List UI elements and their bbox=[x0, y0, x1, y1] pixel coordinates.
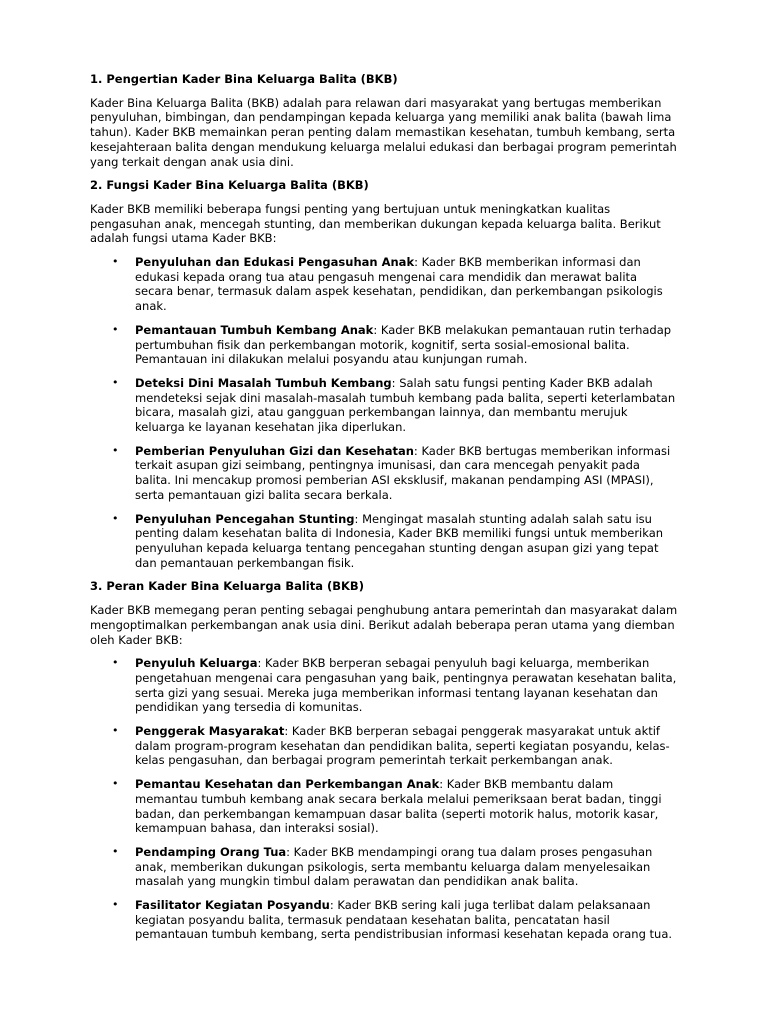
item-text: : Kader BKB berperan sebagai penggerak masyarakat untuk aktif dalam program-program kesehatan dan pendidikan balita, seperti kegiatan posyandu, kelas-kelas pengasuhan, dan berbagai program pemerintah terkait perkembangan anak. bbox=[135, 724, 670, 768]
item-term: Pemantauan Tumbuh Kembang Anak bbox=[135, 322, 374, 337]
item-term: Penyuluhan Pencegahan Stunting bbox=[135, 511, 355, 526]
item-term: Pendamping Orang Tua bbox=[135, 844, 287, 859]
bullet-icon: • bbox=[112, 777, 119, 791]
section-2-paragraph: Kader BKB memiliki beberapa fungsi penting yang bertujuan untuk meningkatkan kualitas pengasuhan anak, mencegah stunting, dan memberikan dukungan kepada keluarga balita. Berikut adalah fungsi utama Kader BKB: bbox=[90, 201, 661, 246]
item-term: Pemberian Penyuluhan Gizi dan Kesehatan bbox=[135, 443, 414, 458]
bullet-icon: • bbox=[112, 322, 119, 336]
item-text: : Kader BKB membantu dalam memantau tumbuh kembang anak secara berkala melalui pemeriksaan berat badan, tinggi badan, dan perkembangan kemampuan dasar balita (seperti motorik halus, motorik kasar, kemampuan bahasa, dan interaksi sosial). bbox=[135, 777, 662, 836]
bullet-icon: • bbox=[112, 255, 119, 269]
list-item bbox=[90, 323, 678, 367]
bullet-icon: • bbox=[112, 511, 119, 525]
list-item bbox=[90, 376, 678, 435]
item-text: : Kader BKB memberikan informasi dan edukasi kepada orang tua atau pengasuh mengenai cara mendidik dan merawat balita secara benar, termasuk dalam aspek kesehatan, pendidikan, dan perkembangan psikologis anak. bbox=[135, 255, 663, 314]
item-text: : Kader BKB mendampingi orang tua dalam proses pengasuhan anak, memberikan dukungan psikologis, serta membantu keluarga dalam menyelesaikan masalah yang mungkin timbul dalam perawatan dan pendidikan anak balita. bbox=[135, 844, 653, 889]
item-term: Penyuluhan dan Edukasi Pengasuhan Anak bbox=[135, 255, 415, 270]
list-item bbox=[90, 512, 678, 571]
list-item bbox=[90, 255, 678, 314]
item-term: Penyuluh Keluarga bbox=[135, 656, 258, 671]
item-text: : Kader BKB sering kali juga terlibat dalam pelaksanaan kegiatan posyandu balita, termasuk pendataan kesehatan balita, pencatatan hasil pemantauan tumbuh kembang, serta pendistribusian informasi kesehatan kepada orang tua. bbox=[135, 898, 673, 942]
bullet-icon: • bbox=[112, 443, 119, 457]
list-item bbox=[90, 845, 678, 889]
item-text: : Kader BKB berperan sebagai penyuluh bagi keluarga, memberikan pengetahuan mengenai cara pengasuhan yang baik, pentingnya perawatan kesehatan balita, serta gizi yang sesuai. Mereka juga memberikan informasi tentang layanan kesehatan dan pendidikan yang tersedia di komunitas. bbox=[135, 656, 677, 715]
bullet-icon: • bbox=[112, 656, 119, 670]
item-term: Deteksi Dini Masalah Tumbuh Kembang bbox=[135, 375, 392, 390]
item-term: Pemantau Kesehatan dan Perkembangan Anak bbox=[135, 777, 440, 792]
list-item bbox=[90, 777, 678, 836]
section-2-heading: 2. Fungsi Kader Bina Keluarga Balita (BKB) bbox=[90, 178, 369, 193]
item-term: Fasilitator Kegiatan Posyandu bbox=[135, 898, 330, 913]
list-item bbox=[90, 444, 678, 503]
item-term: Penggerak Masyarakat bbox=[135, 724, 285, 739]
section-3-heading: 3. Peran Kader Bina Keluarga Balita (BKB) bbox=[90, 579, 364, 594]
bullet-icon: • bbox=[112, 898, 119, 912]
list-item bbox=[90, 656, 678, 715]
item-text: : Kader BKB bertugas memberikan informasi terkait asupan gizi seimbang, pentingnya imunisasi, dan cara mencegah penyakit pada balita. Ini mencakup promosi pemberian ASI eksklusif, makanan pendamping ASI (MPASI), serta pemantauan gizi balita secara berkala. bbox=[135, 443, 671, 502]
item-text: : Mengingat masalah stunting adalah salah satu isu penting dalam kesehatan balita di Indonesia, Kader BKB memiliki fungsi untuk memberikan penyuluhan kepada keluarga tentang pencegahan stunting dengan asupan gizi yang tepat dan pemantauan perkembangan fisik. bbox=[135, 511, 664, 570]
bullet-icon: • bbox=[112, 375, 119, 389]
section-3-paragraph: Kader BKB memegang peran penting sebagai penghubung antara pemerintah dan masyarakat dalam mengoptimalkan perkembangan anak usia dini. Berikut adalah beberapa peran utama yang diemban oleh Kader BKB: bbox=[90, 603, 678, 647]
list-item bbox=[90, 898, 678, 942]
section-3-list bbox=[90, 656, 678, 942]
item-text: : Kader BKB melakukan pemantauan rutin terhadap pertumbuhan fisik dan perkembangan motorik, kognitif, serta sosial-emosional balita. Pemantauan ini dilakukan melalui posyandu atau kunjungan rumah. bbox=[135, 322, 672, 367]
section-1-heading: 1. Pengertian Kader Bina Keluarga Balita (BKB) bbox=[90, 72, 398, 86]
section-2-list bbox=[90, 255, 678, 570]
bullet-icon: • bbox=[112, 844, 119, 858]
section-1-paragraph: Kader Bina Keluarga Balita (BKB) adalah para relawan dari masyarakat yang bertugas memberikan penyuluhan, bimbingan, dan pendampingan kepada keluarga yang memiliki anak balita (bawah lima tahun). Kader BKB memainkan peran penting dalam memastikan kesehatan, tumbuh kembang, serta kesejahteraan balita dengan mendukung keluarga melalui edukasi dan berbagai program pemerintah yang terkait dengan anak usia dini. bbox=[90, 95, 677, 169]
list-item bbox=[90, 724, 678, 768]
item-text: : Salah satu fungsi penting Kader BKB adalah mendeteksi sejak dini masalah-masalah tumbuh kembang pada balita, seperti keterlambatan bicara, masalah gizi, atau gangguan perkembangan lainnya, dan membantu merujuk keluarga ke layanan kesehatan jika diperlukan. bbox=[135, 375, 676, 435]
bullet-icon: • bbox=[112, 724, 119, 738]
